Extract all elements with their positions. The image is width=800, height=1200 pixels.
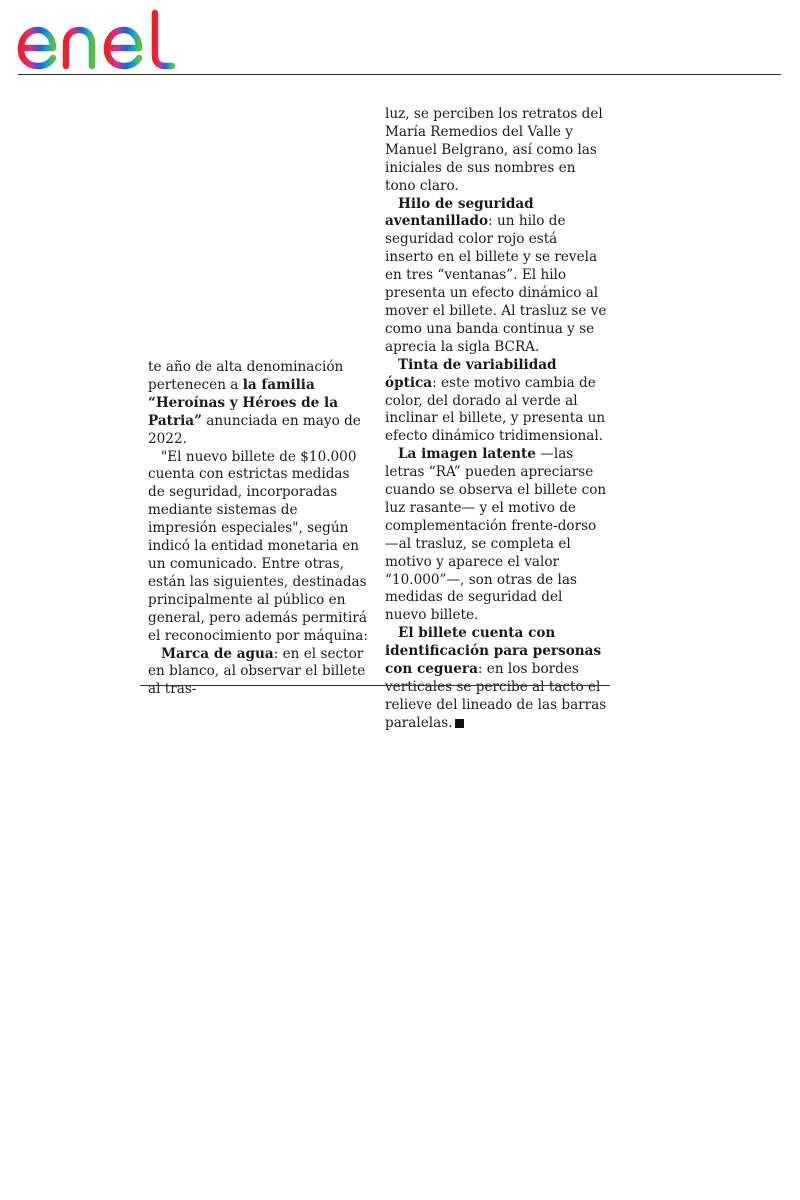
paragraph: "El nuevo billete de $10.000 cuenta con estrictas medidas de seguridad, incorporadas mediante sistemas de impresión especiales", según indicó la entidad monetaria en un comunicado. Entre otras, están las siguientes, destinadas principalmente al público en general, pero además permitirá el reconocimiento por máquina:: [148, 448, 368, 644]
paragraph: Tinta de variabilidad óptica: este motivo cambia de color, del dorado al verde al inclinar el billete, y presenta un efecto dinámico tridimensional.: [385, 356, 606, 445]
article-column-1: [148, 359, 370, 699]
paragraph: Marca de agua: en el sector en blanco, al observar el billete al tras-: [148, 645, 366, 698]
header-rule: [18, 74, 781, 75]
article-column-2: [385, 106, 607, 733]
paragraph: luz, se perciben los retratos del María Remedios del Valle y Manuel Belgrano, así como las iniciales de sus nombres en tono claro.: [385, 106, 603, 194]
enel-logo: [16, 8, 180, 70]
paragraph: El billete cuenta con identificación para personas con ceguera: en los bordes verticales se percibe al tacto el relieve del lineado de las barras paralelas.: [385, 625, 607, 731]
footer-rule: [140, 685, 610, 686]
paragraph: Hilo de seguridad aventanillado: un hilo de seguridad color rojo está inserto en el billete y se revela en tres “ventanas”. El hilo presenta un efecto dinámico al mover el billete. Al trasluz se ve como una banda continua y se aprecia la sigla BCRA.: [385, 195, 607, 355]
end-of-article-mark: [455, 719, 464, 728]
paragraph: La imagen latente —las letras “RA” pueden apreciarse cuando se observa el billete con luz rasante— y el motivo de complementación frente-dorso —al trasluz, se completa el motivo y aparece el valor “10.000”—, son otras de las medidas de seguridad del nuevo billete.: [385, 446, 607, 624]
paragraph: te año de alta denominación pertenecen a la familia “Heroínas y Héroes de la Patria” anunciada en mayo de 2022.: [148, 359, 361, 447]
